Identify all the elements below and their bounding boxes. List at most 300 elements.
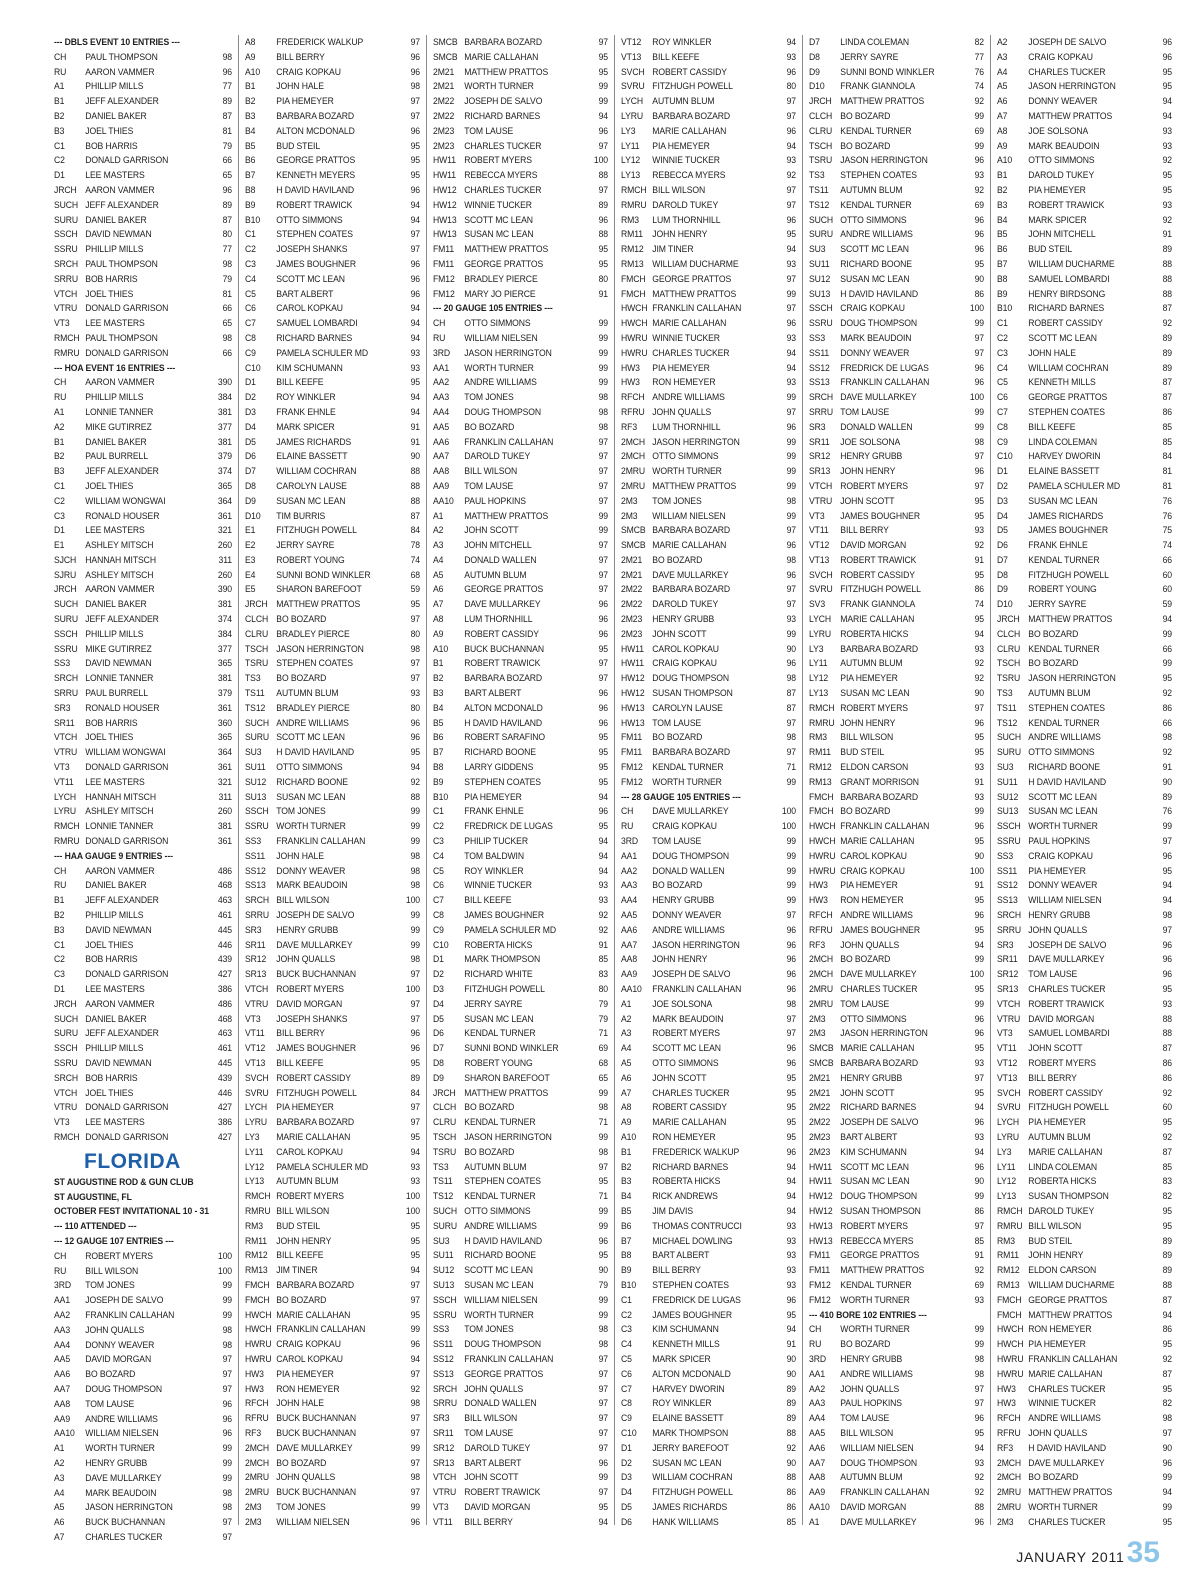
score: 96 bbox=[1162, 36, 1173, 47]
class-code: D2 bbox=[997, 479, 1008, 491]
shooter-name: MARK THOMPSON bbox=[652, 1426, 729, 1438]
score: 92 bbox=[410, 1382, 421, 1394]
result-row bbox=[621, 982, 796, 997]
score: 97 bbox=[598, 1426, 609, 1438]
score: 95 bbox=[1162, 864, 1173, 876]
shooter-name: DAVE MULLARKEY bbox=[840, 968, 917, 980]
score: 361 bbox=[217, 509, 233, 521]
score: 93 bbox=[410, 346, 421, 358]
score: 99 bbox=[598, 317, 609, 329]
score: 381 bbox=[217, 405, 233, 417]
class-code: SR11 bbox=[809, 435, 830, 447]
score: 439 bbox=[217, 1071, 233, 1083]
score: 89 bbox=[1162, 361, 1173, 373]
shooter-name: BO BOZARD bbox=[464, 1145, 515, 1157]
shooter-name: DONALD WALLEN bbox=[652, 864, 725, 876]
score: 99 bbox=[1162, 1500, 1173, 1512]
shooter-name: ROBERT YOUNG bbox=[1028, 583, 1097, 595]
result-row bbox=[809, 198, 984, 213]
result-row bbox=[809, 1322, 984, 1337]
class-code: B1 bbox=[997, 169, 1008, 181]
event-header bbox=[54, 849, 232, 864]
result-row bbox=[997, 997, 1172, 1012]
result-row bbox=[997, 1189, 1172, 1204]
result-row bbox=[809, 420, 984, 435]
result-row bbox=[997, 1174, 1172, 1189]
result-row bbox=[433, 864, 608, 879]
score: 93 bbox=[786, 613, 797, 625]
shooter-name: DAVID MORGAN bbox=[1028, 1012, 1095, 1024]
score: 99 bbox=[1162, 657, 1173, 669]
class-code: 2MRU bbox=[621, 465, 646, 477]
score: 96 bbox=[786, 65, 797, 77]
class-code: VTRU bbox=[54, 746, 78, 758]
class-code: SS12 bbox=[997, 879, 1018, 891]
result-row bbox=[621, 730, 796, 745]
shooter-name: TOM LAUSE bbox=[464, 124, 514, 136]
shooter-name: BO BOZARD bbox=[276, 1293, 327, 1305]
class-code: 2MRU bbox=[809, 997, 834, 1009]
result-row bbox=[433, 642, 608, 657]
result-row bbox=[433, 849, 608, 864]
class-code: RMCH bbox=[54, 820, 80, 832]
result-row bbox=[54, 1249, 232, 1264]
shooter-name: PAMELA SCHULER MD bbox=[464, 923, 557, 935]
class-code: C10 bbox=[245, 361, 261, 373]
score: 84 bbox=[410, 1086, 421, 1098]
class-code: HW12 bbox=[621, 687, 645, 699]
shooter-name: MARK SPICER bbox=[1028, 213, 1087, 225]
result-row bbox=[54, 982, 232, 997]
class-code: SU13 bbox=[245, 790, 267, 802]
class-code: SVRU bbox=[809, 583, 833, 595]
score: 100 bbox=[781, 805, 797, 817]
score: 99 bbox=[598, 1471, 609, 1483]
shooter-name: DONALD GARRISON bbox=[85, 302, 169, 314]
score: 68 bbox=[598, 1056, 609, 1068]
result-row bbox=[433, 1308, 608, 1323]
class-code: RMCH bbox=[621, 183, 647, 195]
result-row bbox=[621, 1308, 796, 1323]
shooter-name: JASON HERRINGTON bbox=[1028, 672, 1116, 684]
score: 96 bbox=[598, 716, 609, 728]
score: 95 bbox=[598, 775, 609, 787]
class-code: HW3 bbox=[997, 1382, 1016, 1394]
result-row bbox=[245, 1174, 420, 1189]
result-row bbox=[809, 597, 984, 612]
score: 89 bbox=[1162, 790, 1173, 802]
shooter-name: ELAINE BASSETT bbox=[1028, 465, 1100, 477]
result-row bbox=[809, 1500, 984, 1515]
score: 95 bbox=[974, 1086, 985, 1098]
result-row bbox=[809, 1189, 984, 1204]
score: 374 bbox=[217, 613, 233, 625]
result-row bbox=[433, 1056, 608, 1071]
class-code: SS3 bbox=[433, 1323, 450, 1335]
result-row bbox=[809, 775, 984, 790]
result-row bbox=[54, 124, 232, 139]
score: 86 bbox=[1162, 405, 1173, 417]
shooter-name: JERRY SAYRE bbox=[276, 539, 335, 551]
score: 97 bbox=[410, 1367, 421, 1379]
shooter-name: TOM JONES bbox=[652, 494, 702, 506]
shooter-name: DONALD GARRISON bbox=[85, 346, 169, 358]
score: 98 bbox=[222, 50, 233, 62]
score: 95 bbox=[410, 1130, 421, 1142]
result-row bbox=[54, 1367, 232, 1382]
result-row bbox=[621, 538, 796, 553]
score: 96 bbox=[974, 228, 985, 240]
shooter-name: LEE MASTERS bbox=[85, 524, 145, 536]
score: 94 bbox=[410, 391, 421, 403]
result-row bbox=[997, 1426, 1172, 1441]
shooter-name: ROBERT MYERS bbox=[840, 701, 908, 713]
result-row bbox=[54, 523, 232, 538]
shooter-name: STEPHEN COATES bbox=[464, 1175, 541, 1187]
result-row bbox=[54, 79, 232, 94]
score: 93 bbox=[786, 1278, 797, 1290]
shooter-name: DOUG THOMPSON bbox=[652, 849, 730, 861]
class-code: AA9 bbox=[433, 479, 450, 491]
shooter-name: SUSAN MC LEAN bbox=[1028, 805, 1098, 817]
class-code: B3 bbox=[433, 687, 444, 699]
shooter-name: CHARLES TUCKER bbox=[1028, 1382, 1106, 1394]
score: 94 bbox=[598, 1515, 609, 1527]
result-row bbox=[621, 1441, 796, 1456]
class-code: HW12 bbox=[621, 672, 645, 684]
shooter-name: KIM SCHUMANN bbox=[276, 361, 343, 373]
result-row bbox=[433, 952, 608, 967]
result-row bbox=[997, 775, 1172, 790]
shooter-name: DAVID MORGAN bbox=[464, 1500, 531, 1512]
class-code: RM11 bbox=[245, 1234, 268, 1246]
class-code: HWRU bbox=[245, 1352, 272, 1364]
result-row bbox=[245, 1115, 420, 1130]
score: 90 bbox=[786, 1367, 797, 1379]
result-row bbox=[54, 582, 232, 597]
shooter-name: ROBERT CASSIDY bbox=[464, 627, 539, 639]
class-code: D10 bbox=[245, 509, 261, 521]
shooter-name: OTTO SIMMONS bbox=[1028, 746, 1095, 758]
score: 65 bbox=[222, 169, 233, 181]
class-code: 2MCH bbox=[621, 450, 646, 462]
shooter-name: MATTHEW PRATTOS bbox=[1028, 109, 1113, 121]
result-row bbox=[245, 967, 420, 982]
result-row bbox=[245, 494, 420, 509]
results-column-4 bbox=[614, 35, 802, 1525]
class-code: C4 bbox=[997, 361, 1008, 373]
score: 96 bbox=[598, 613, 609, 625]
shooter-name: MARIE CALLAHAN bbox=[840, 835, 915, 847]
result-row bbox=[997, 35, 1172, 50]
score: 91 bbox=[974, 879, 985, 891]
result-row bbox=[54, 553, 232, 568]
class-code: SU13 bbox=[809, 287, 831, 299]
shooter-name: ROY WINKLER bbox=[464, 864, 524, 876]
score: 98 bbox=[222, 1338, 233, 1350]
result-row bbox=[809, 1248, 984, 1263]
shooter-name: DANIEL BAKER bbox=[85, 435, 147, 447]
shooter-name: CHARLES TUCKER bbox=[1028, 983, 1106, 994]
class-code: VT3 bbox=[997, 1027, 1013, 1039]
shooter-name: JOHN QUALLS bbox=[1028, 1426, 1088, 1438]
score: 93 bbox=[1162, 997, 1173, 1009]
score: 361 bbox=[217, 835, 233, 847]
class-code: SVRU bbox=[621, 80, 645, 92]
score: 98 bbox=[786, 672, 797, 684]
result-row bbox=[997, 1263, 1172, 1278]
result-row bbox=[54, 1278, 232, 1293]
result-row bbox=[809, 1041, 984, 1056]
shooter-name: BARBARA BOZARD bbox=[840, 1056, 919, 1068]
result-row bbox=[245, 1071, 420, 1086]
result-row bbox=[245, 923, 420, 938]
class-code: SS13 bbox=[809, 376, 830, 388]
result-row bbox=[621, 1515, 796, 1530]
result-row bbox=[621, 1160, 796, 1175]
class-code: B3 bbox=[54, 923, 65, 935]
score: 97 bbox=[786, 1012, 797, 1024]
score: 100 bbox=[405, 983, 421, 994]
shooter-name: BO BOZARD bbox=[840, 109, 891, 121]
result-row bbox=[997, 1234, 1172, 1249]
shooter-name: SAMUEL LOMBARDI bbox=[1028, 272, 1110, 284]
result-row bbox=[433, 242, 608, 257]
class-code: C8 bbox=[621, 1397, 632, 1409]
result-row bbox=[621, 1026, 796, 1041]
class-code: B1 bbox=[433, 657, 444, 669]
class-code: AA6 bbox=[433, 435, 450, 447]
shooter-name: FRANKLIN CALLAHAN bbox=[464, 1352, 554, 1364]
shooter-name: DONALD GARRISON bbox=[85, 968, 169, 980]
result-row bbox=[54, 168, 232, 183]
score: 95 bbox=[1162, 1338, 1173, 1350]
class-code: FM11 bbox=[433, 257, 455, 269]
result-row bbox=[997, 1382, 1172, 1397]
result-row bbox=[54, 967, 232, 982]
class-code: RU bbox=[809, 1338, 822, 1350]
class-code: LY12 bbox=[809, 672, 829, 684]
score: 97 bbox=[598, 450, 609, 462]
class-code: 2M22 bbox=[433, 95, 455, 107]
result-row bbox=[245, 790, 420, 805]
score: 91 bbox=[598, 938, 609, 950]
score: 361 bbox=[217, 761, 233, 773]
result-row bbox=[245, 656, 420, 671]
result-row bbox=[245, 361, 420, 376]
class-code: A6 bbox=[997, 95, 1008, 107]
result-row bbox=[245, 1426, 420, 1441]
class-code: SURU bbox=[809, 228, 834, 240]
result-row bbox=[433, 597, 608, 612]
score: 86 bbox=[1162, 1071, 1173, 1083]
event-title: --- 12 GAUGE 107 ENTRIES --- bbox=[54, 1234, 174, 1246]
shooter-name: PAUL HOPKINS bbox=[464, 494, 526, 506]
result-row bbox=[433, 94, 608, 109]
result-row bbox=[54, 1412, 232, 1427]
result-row bbox=[433, 1263, 608, 1278]
score: 96 bbox=[1162, 953, 1173, 965]
class-code: FMCH bbox=[809, 790, 834, 802]
class-code: B1 bbox=[54, 894, 65, 906]
result-row bbox=[997, 435, 1172, 450]
class-code: A10 bbox=[433, 642, 449, 654]
score: 87 bbox=[222, 109, 233, 121]
score: 445 bbox=[217, 1056, 233, 1068]
shooter-name: ALTON MCDONALD bbox=[652, 1367, 731, 1379]
result-row bbox=[809, 745, 984, 760]
class-code: HW12 bbox=[809, 1190, 833, 1202]
score: 93 bbox=[786, 257, 797, 269]
result-row bbox=[54, 109, 232, 124]
result-row bbox=[621, 627, 796, 642]
shooter-name: ROBERT MYERS bbox=[276, 983, 344, 994]
result-row bbox=[997, 1470, 1172, 1485]
class-code: AA2 bbox=[433, 376, 450, 388]
score: 97 bbox=[598, 657, 609, 669]
score: 79 bbox=[598, 997, 609, 1009]
result-row bbox=[997, 1278, 1172, 1293]
result-row bbox=[433, 405, 608, 420]
shooter-name: FITZHUGH POWELL bbox=[464, 983, 545, 994]
shooter-name: DONNY WEAVER bbox=[1028, 95, 1098, 107]
shooter-name: BART ALBERT bbox=[652, 1249, 710, 1261]
shooter-name: JOSEPH DE SALVO bbox=[85, 1294, 164, 1306]
result-row bbox=[54, 183, 232, 198]
score: 94 bbox=[786, 243, 797, 255]
result-row bbox=[433, 1071, 608, 1086]
shooter-name: BUD STEIL bbox=[276, 139, 321, 151]
class-code: D4 bbox=[433, 997, 444, 1009]
result-row bbox=[997, 582, 1172, 597]
result-row bbox=[245, 1278, 420, 1293]
class-code: A9 bbox=[433, 627, 444, 639]
score: 97 bbox=[410, 228, 421, 240]
result-row bbox=[997, 1160, 1172, 1175]
class-code: SR11 bbox=[245, 938, 266, 950]
result-row bbox=[433, 1278, 608, 1293]
score: 97 bbox=[786, 909, 797, 921]
result-row bbox=[809, 435, 984, 450]
score: 97 bbox=[974, 1397, 985, 1409]
result-row bbox=[809, 1174, 984, 1189]
shooter-name: BILL WILSON bbox=[276, 894, 330, 906]
result-row bbox=[433, 893, 608, 908]
shooter-name: ANDRE WILLIAMS bbox=[464, 376, 537, 388]
result-row bbox=[245, 1086, 420, 1101]
shooter-name: SCOTT MC LEAN bbox=[464, 1264, 533, 1276]
result-row bbox=[809, 272, 984, 287]
result-row bbox=[809, 257, 984, 272]
class-code: VT12 bbox=[245, 1042, 266, 1054]
result-row bbox=[997, 819, 1172, 834]
class-code: SJCH bbox=[54, 553, 77, 565]
result-row bbox=[809, 109, 984, 124]
class-code: LYCH bbox=[621, 95, 644, 107]
result-row bbox=[621, 449, 796, 464]
score: 97 bbox=[1162, 1426, 1173, 1438]
class-code: D4 bbox=[997, 509, 1008, 521]
shooter-name: AUTUMN BLUM bbox=[840, 1471, 903, 1483]
result-row bbox=[621, 301, 796, 316]
class-code: HW3 bbox=[621, 361, 640, 373]
class-code: HWCH bbox=[809, 835, 836, 847]
class-code: AA3 bbox=[433, 391, 450, 403]
class-code: SURU bbox=[54, 213, 79, 225]
result-row bbox=[809, 523, 984, 538]
score: 89 bbox=[222, 198, 233, 210]
class-code: LY12 bbox=[245, 1160, 265, 1172]
score: 99 bbox=[1162, 820, 1173, 832]
class-code: CLRU bbox=[809, 124, 833, 136]
result-row bbox=[997, 627, 1172, 642]
result-row bbox=[809, 938, 984, 953]
score: 97 bbox=[410, 95, 421, 107]
score: 95 bbox=[974, 835, 985, 847]
class-code: TS11 bbox=[809, 183, 829, 195]
class-code: AA10 bbox=[809, 1500, 830, 1512]
class-code: VT3 bbox=[809, 509, 825, 521]
class-code: SUCH bbox=[54, 598, 79, 610]
class-code: VT3 bbox=[245, 1012, 261, 1024]
class-code: HW13 bbox=[809, 1234, 833, 1246]
class-code: RF3 bbox=[809, 938, 826, 950]
shooter-name: WILLIAM COCHRAN bbox=[652, 1471, 733, 1483]
score: 99 bbox=[786, 287, 797, 299]
event-header bbox=[54, 35, 232, 50]
result-row bbox=[245, 849, 420, 864]
result-row bbox=[245, 1411, 420, 1426]
shooter-name: SCOTT MC LEAN bbox=[276, 731, 345, 743]
score: 96 bbox=[786, 983, 797, 994]
class-code: AA3 bbox=[621, 879, 638, 891]
shooter-name: ANDRE WILLIAMS bbox=[464, 1219, 537, 1231]
class-code: B8 bbox=[621, 1249, 632, 1261]
class-code: HW12 bbox=[433, 183, 457, 195]
shooter-name: JOHN HALE bbox=[276, 1397, 324, 1409]
class-code: RM13 bbox=[809, 775, 832, 787]
shooter-name: GEORGE PRATTOS bbox=[1028, 391, 1108, 403]
result-row bbox=[54, 1012, 232, 1027]
score: 91 bbox=[786, 1338, 797, 1350]
result-row bbox=[54, 656, 232, 671]
score: 94 bbox=[1162, 1486, 1173, 1498]
score: 66 bbox=[222, 346, 233, 358]
score: 93 bbox=[410, 1160, 421, 1172]
score: 91 bbox=[974, 775, 985, 787]
score: 96 bbox=[598, 805, 609, 817]
class-code: SMCB bbox=[809, 1042, 834, 1054]
score: 92 bbox=[786, 1441, 797, 1453]
result-row bbox=[245, 716, 420, 731]
score: 97 bbox=[598, 494, 609, 506]
class-code: 2M3 bbox=[809, 1027, 826, 1039]
shooter-name: MARK BEAUDOIN bbox=[652, 1012, 724, 1024]
result-row bbox=[997, 1248, 1172, 1263]
shooter-name: PIA HEMEYER bbox=[276, 1101, 334, 1113]
score: 94 bbox=[598, 109, 609, 121]
score: 98 bbox=[598, 1338, 609, 1350]
score: 99 bbox=[786, 465, 797, 477]
score: 100 bbox=[593, 154, 609, 166]
shooter-name: ROBERT MYERS bbox=[840, 479, 908, 491]
score: 99 bbox=[598, 1219, 609, 1231]
class-code: FMCH bbox=[997, 1293, 1022, 1305]
class-code: 2M22 bbox=[809, 1116, 831, 1128]
result-row bbox=[433, 449, 608, 464]
class-code: SU13 bbox=[433, 1278, 455, 1290]
shooter-name: RICHARD BARNES bbox=[652, 1160, 729, 1172]
